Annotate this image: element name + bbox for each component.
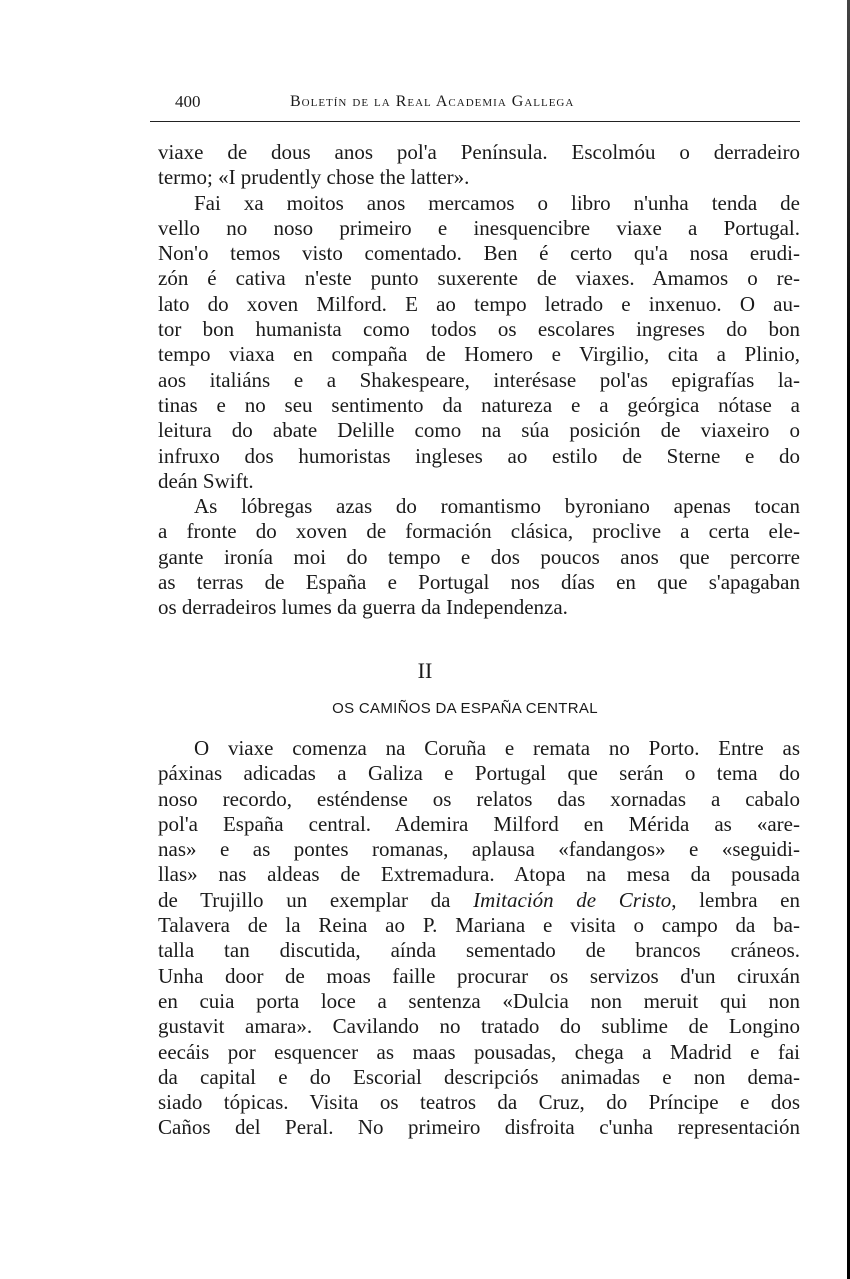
text-line: páxinas adicadas a Galiza e Portugal que serán o tema do bbox=[158, 761, 800, 786]
text-line: As lóbregas azas do romantismo byroniano apenas tocan bbox=[194, 494, 800, 519]
text-line: llas» nas aldeas de Extremadura. Atopa na mesa da pousada bbox=[158, 862, 800, 887]
italic-title: Imitación de Cristo bbox=[473, 887, 672, 912]
running-title: Boletín de la Real Academia Gallega bbox=[290, 93, 575, 110]
text-line: O viaxe comenza na Coruña e remata no Porto. Entre as bbox=[194, 736, 800, 760]
text-line: en cuia porta loce a sentenza «Dulcia non meruit qui non bbox=[158, 988, 800, 1013]
text-line: nas» e as pontes romanas, aplausa «fandangos» e «seguidi- bbox=[158, 837, 800, 862]
section-title: OS CAMIÑOS DA ESPAÑA CENTRAL bbox=[332, 700, 598, 717]
text-line: zón é cativa n'este punto suxerente de viaxes. Amamos o re- bbox=[158, 266, 800, 291]
text-line: lato do xoven Milford. E ao tempo letrado e inxenuo. O au- bbox=[158, 291, 800, 316]
text-block-section-ii bbox=[158, 736, 800, 1141]
header-rule bbox=[150, 121, 800, 122]
text-line: termo; «I prudently chose the latter». bbox=[158, 165, 470, 190]
text-line: tinas e no seu sentimento da natureza e a geórgica nótase a bbox=[158, 392, 800, 417]
text-line: os derradeiros lumes da guerra da Independenza. bbox=[158, 595, 568, 620]
text-line: noso recordo, esténdense os relatos das xornadas a cabalo bbox=[158, 786, 800, 811]
text-line: pol'a España central. Ademira Milford en Mérida as «are- bbox=[158, 811, 800, 836]
text-line: Non'o temos visto comentado. Ben é certo qu'a nosa erudi- bbox=[158, 241, 800, 266]
text-line: Caños del Peral. No primeiro disfroita c'unha representación bbox=[158, 1115, 800, 1140]
section-number: II bbox=[417, 658, 433, 683]
text-line: gante ironía moi do tempo e dos poucos anos que percorre bbox=[158, 544, 800, 569]
page-number: 400 bbox=[175, 92, 201, 111]
text-line: Fai xa moitos anos mercamos o libro n'unha tenda de bbox=[194, 190, 800, 215]
text-line: talla tan discutida, aínda sementado de brancos cráneos. bbox=[158, 938, 800, 963]
text-line: gustavit amara». Cavilando no tratado do sublime de Longino bbox=[158, 1014, 800, 1039]
text-segment: de Trujillo un exemplar da bbox=[158, 887, 474, 912]
text-line bbox=[158, 888, 800, 913]
text-line: tor bon humanista como todos os escolares ingreses do bon bbox=[158, 317, 800, 342]
text-line: eecáis por esquencer as maas pousadas, chega a Madrid e fai bbox=[158, 1039, 800, 1064]
text-line: vello no noso primeiro e inesquencibre viaxe a Portugal. bbox=[158, 215, 800, 240]
text-line: a fronte do xoven de formación clásica, proclive a certa ele- bbox=[158, 519, 800, 544]
text-line: tempo viaxa en compaña de Homero e Virgilio, cita a Plinio, bbox=[158, 342, 800, 367]
text-line: leitura do abate Delille como na súa posición de viaxeiro o bbox=[158, 418, 800, 443]
text-line: Talavera de la Reina ao P. Mariana e visita o campo da ba- bbox=[158, 913, 800, 938]
text-line: as terras de España e Portugal nos días en que s'apagaban bbox=[158, 570, 800, 595]
text-line: Unha door de moas faille procurar os servizos d'un ciruxán bbox=[158, 963, 800, 988]
text-line: da capital e do Escorial descripciós animadas e non dema- bbox=[158, 1064, 800, 1089]
text-block-intro bbox=[158, 140, 800, 621]
text-line: aos italiáns e a Shakespeare, interésase pol'as epigrafías la- bbox=[158, 367, 800, 392]
text-segment: , lembra en bbox=[671, 887, 800, 912]
text-line: infruxo dos humoristas ingleses ao estilo de Sterne e do bbox=[158, 443, 800, 468]
text-line: deán Swift. bbox=[158, 468, 254, 493]
text-line: siado tópicas. Visita os teatros da Cruz, do Príncipe e dos bbox=[158, 1090, 800, 1115]
text-line: viaxe de dous anos pol'a Península. Escolmóu o derradeiro bbox=[158, 140, 800, 164]
running-header bbox=[150, 90, 800, 116]
